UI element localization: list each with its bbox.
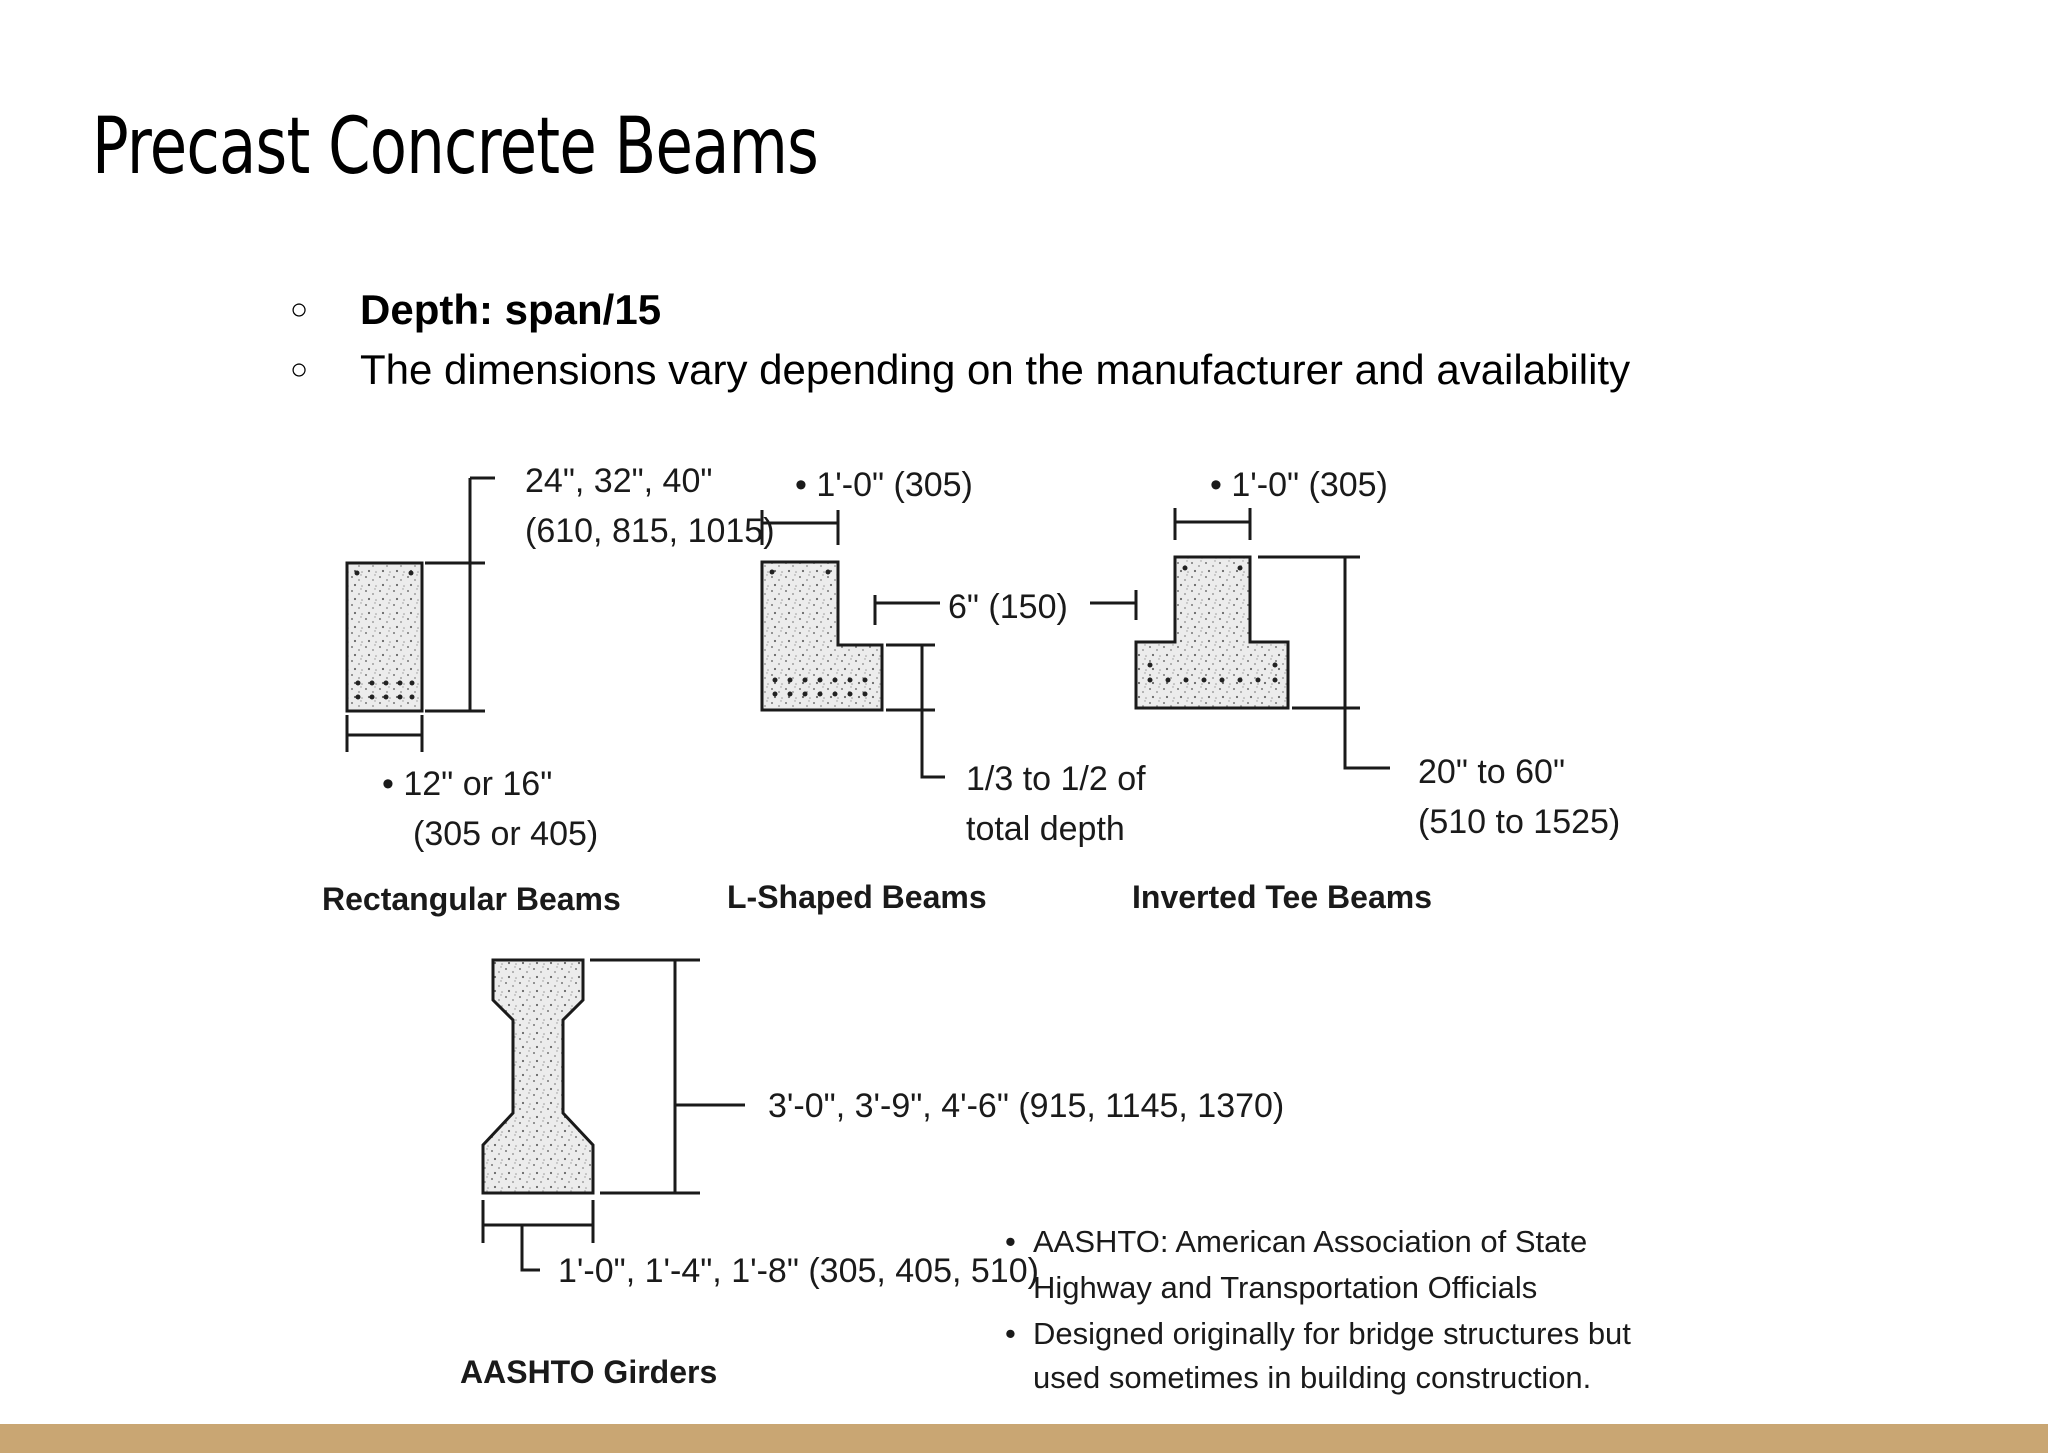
lshape-note-line1: 1/3 to 1/2 of — [966, 760, 1146, 798]
rectangular-beam-section — [347, 563, 422, 711]
rect-depth-label: 24", 32", 40" — [525, 462, 713, 500]
bullet-marker: ○ — [290, 353, 309, 386]
note-line: AASHTO: American Association of State — [1033, 1224, 1588, 1259]
note-marker: • — [1005, 1224, 1016, 1259]
slide-title: Precast Concrete Beams — [92, 102, 819, 192]
aashto-caption: AASHTO Girders — [460, 1354, 718, 1390]
aashto-depth-dimension — [590, 960, 745, 1193]
rect-width-label: • 12" or 16" — [382, 765, 553, 803]
tee-top-label: • 1'-0" (305) — [1210, 466, 1388, 504]
lshape-ledge-label: 6" (150) — [948, 588, 1068, 626]
aashto-girder-section — [483, 960, 593, 1193]
lshape-caption: L-Shaped Beams — [727, 879, 987, 915]
rect-depth-metric: (610, 815, 1015) — [525, 512, 775, 550]
lshape-ledge-dimension — [875, 595, 940, 625]
tee-depth-metric: (510 to 1525) — [1418, 803, 1621, 841]
tee-ledge-dimension — [1090, 590, 1136, 620]
tee-caption: Inverted Tee Beams — [1132, 879, 1432, 915]
note-line: Highway and Transportation Officials — [1033, 1270, 1538, 1305]
lshape-depth-dimension — [886, 645, 945, 777]
footer-band — [0, 1424, 2048, 1453]
note-line: Designed originally for bridge structures but — [1033, 1316, 1631, 1351]
rect-width-metric: (305 or 405) — [413, 815, 599, 853]
inverted-tee-beam-section — [1136, 557, 1288, 708]
tee-top-dimension — [1175, 508, 1250, 540]
bullet-text: The dimensions vary depending on the manufacturer and availability — [360, 346, 1631, 393]
rect-caption: Rectangular Beams — [322, 881, 621, 917]
bullet-marker: ○ — [290, 293, 309, 326]
lshape-top-label: • 1'-0" (305) — [795, 466, 973, 504]
aashto-depth-label: 3'-0", 3'-9", 4'-6" (915, 1145, 1370) — [768, 1087, 1285, 1125]
tee-depth-label: 20" to 60" — [1418, 753, 1566, 791]
aashto-notes — [1005, 1224, 1631, 1395]
rect-depth-dimension — [425, 478, 495, 711]
l-shaped-beam-section — [762, 562, 882, 710]
rect-width-dimension — [347, 715, 422, 752]
note-marker: • — [1005, 1316, 1016, 1351]
lshape-note-line2: total depth — [966, 810, 1125, 848]
bullet-text: Depth: span/15 — [360, 286, 662, 333]
aashto-width-label: 1'-0", 1'-4", 1'-8" (305, 405, 510) — [558, 1252, 1039, 1290]
note-line: used sometimes in building construction. — [1033, 1360, 1592, 1395]
